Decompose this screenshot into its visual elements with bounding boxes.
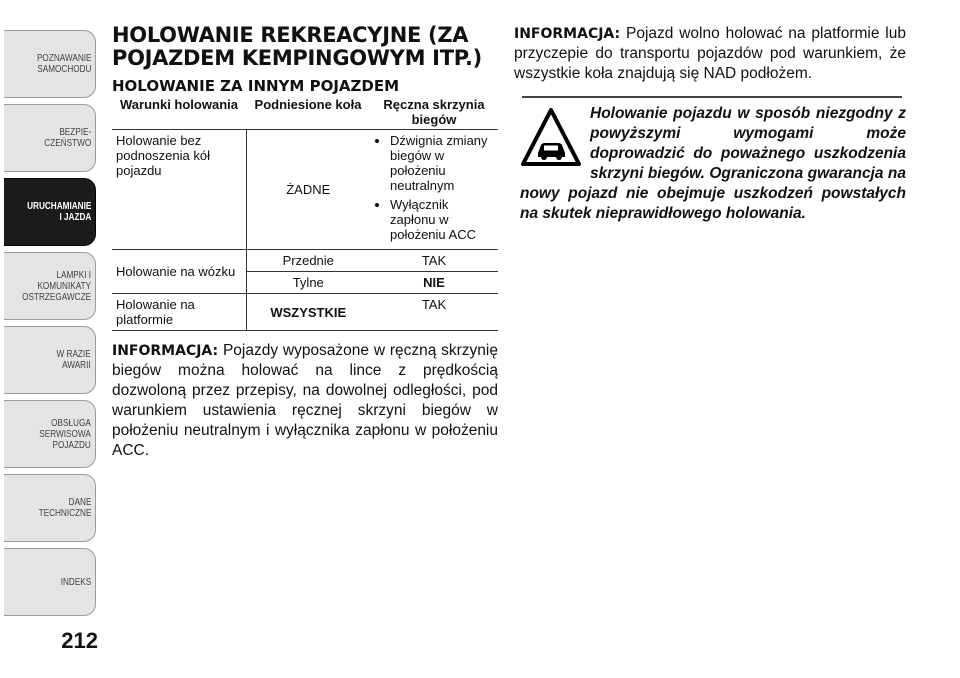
tab-label: OBSŁUGA SERWISOWA POJAZDU [39, 417, 91, 451]
transmission-cell: TAK [370, 294, 498, 331]
tab-obsluga-serwisowa[interactable] [4, 400, 96, 468]
info-paragraph [514, 24, 906, 84]
tab-bezpieczenstwo[interactable] [4, 104, 96, 172]
transmission-cell: NIE [370, 272, 498, 294]
chapter-sidebar [0, 0, 100, 678]
info-text: Pojazd wolno holować na platformie lub przyczepie do transportu pojazdów pod warunkiem, że wszystkie koła znajdują się NAD podłożem. [514, 25, 906, 82]
wheels-cell: Przednie [246, 250, 370, 272]
tab-label: INDEKS [60, 576, 91, 588]
lifted-cell: WSZYSTKIE [246, 294, 370, 331]
info-label: INFORMACJA: [514, 26, 621, 42]
column-header: Ręczna skrzynia biegów [383, 97, 485, 127]
tab-label: W RAZIE AWARII [56, 349, 91, 371]
warning-text: Holowanie pojazdu w sposób niezgodny z powyższymi wymogami może doprowadzić do poważnego uszkodzenia skrzyni biegów. Ograniczona gwarancja na nowy pojazd nie obejmuje uszkodzeń powstałych na skutek nieprawidłowego holowania. [520, 105, 906, 222]
info-paragraph [112, 341, 498, 461]
tab-label: URUCHAMIANIE I JAZDA [26, 201, 91, 223]
tab-label: DANE TECHNICZNE [38, 497, 91, 519]
table-row [112, 250, 498, 272]
tab-label: POZNAWANIE SAMOCHODU [36, 53, 91, 75]
warning-divider [522, 96, 902, 98]
tab-label: LAMPKI I KOMUNIKATY OSTRZEGAWCZE [22, 269, 91, 303]
condition-cell: Holowanie bez podnoszenia kół pojazdu [112, 130, 246, 250]
table-header-row [112, 95, 498, 130]
tab-lampki-i-komunikaty[interactable] [4, 252, 96, 320]
column-header: Podniesione koła [254, 97, 362, 112]
wheels-cell: Tylne [246, 272, 370, 294]
right-column [514, 24, 906, 224]
towing-table [112, 95, 498, 331]
bullet-item: • Dźwignia zmiany biegów w położeniu neutralnym [390, 133, 494, 193]
transmission-cell: TAK [370, 250, 498, 272]
tab-indeks[interactable] [4, 548, 96, 616]
lifted-cell: ŻADNE [246, 130, 370, 250]
tab-w-razie-awarii[interactable] [4, 326, 96, 394]
left-column [112, 20, 498, 461]
tab-poznawanie-samochodu[interactable] [4, 30, 96, 98]
info-text: Pojazdy wyposażone w ręczną skrzynię biegów można holować na lince z prędkością dozwoloną przez przepisy, na dowolnej odległości, pod warunkiem ustawienia ręcznej skrzyni biegów w położeniu neutralnym i wyłącznika zapłonu w położeniu ACC. [112, 342, 498, 459]
section-title: HOLOWANIE REKREACYJNE (ZA POJAZDEM KEMPINGOWYM ITP.) [112, 23, 482, 70]
transmission-cell [370, 130, 498, 250]
page-number: 212 [61, 628, 98, 653]
warning-box [520, 104, 906, 224]
condition-cell: Holowanie na wózku [112, 250, 246, 294]
tab-label: BEZPIE- CZEŃSTWO [44, 127, 91, 149]
info-label: INFORMACJA: [112, 343, 219, 359]
table-row [112, 294, 498, 331]
section-subtitle: HOLOWANIE ZA INNYM POJAZDEM [112, 77, 400, 95]
condition-cell: Holowanie na platformie [112, 294, 246, 331]
warning-car-icon [520, 106, 582, 168]
tab-uruchamianie-i-jazda[interactable] [4, 178, 96, 246]
tab-dane-techniczne[interactable] [4, 474, 96, 542]
bullet-item: • Wyłącznik zapłonu w położeniu ACC [390, 197, 494, 242]
table-row [112, 130, 498, 250]
column-header: Warunki holowania [120, 97, 238, 112]
